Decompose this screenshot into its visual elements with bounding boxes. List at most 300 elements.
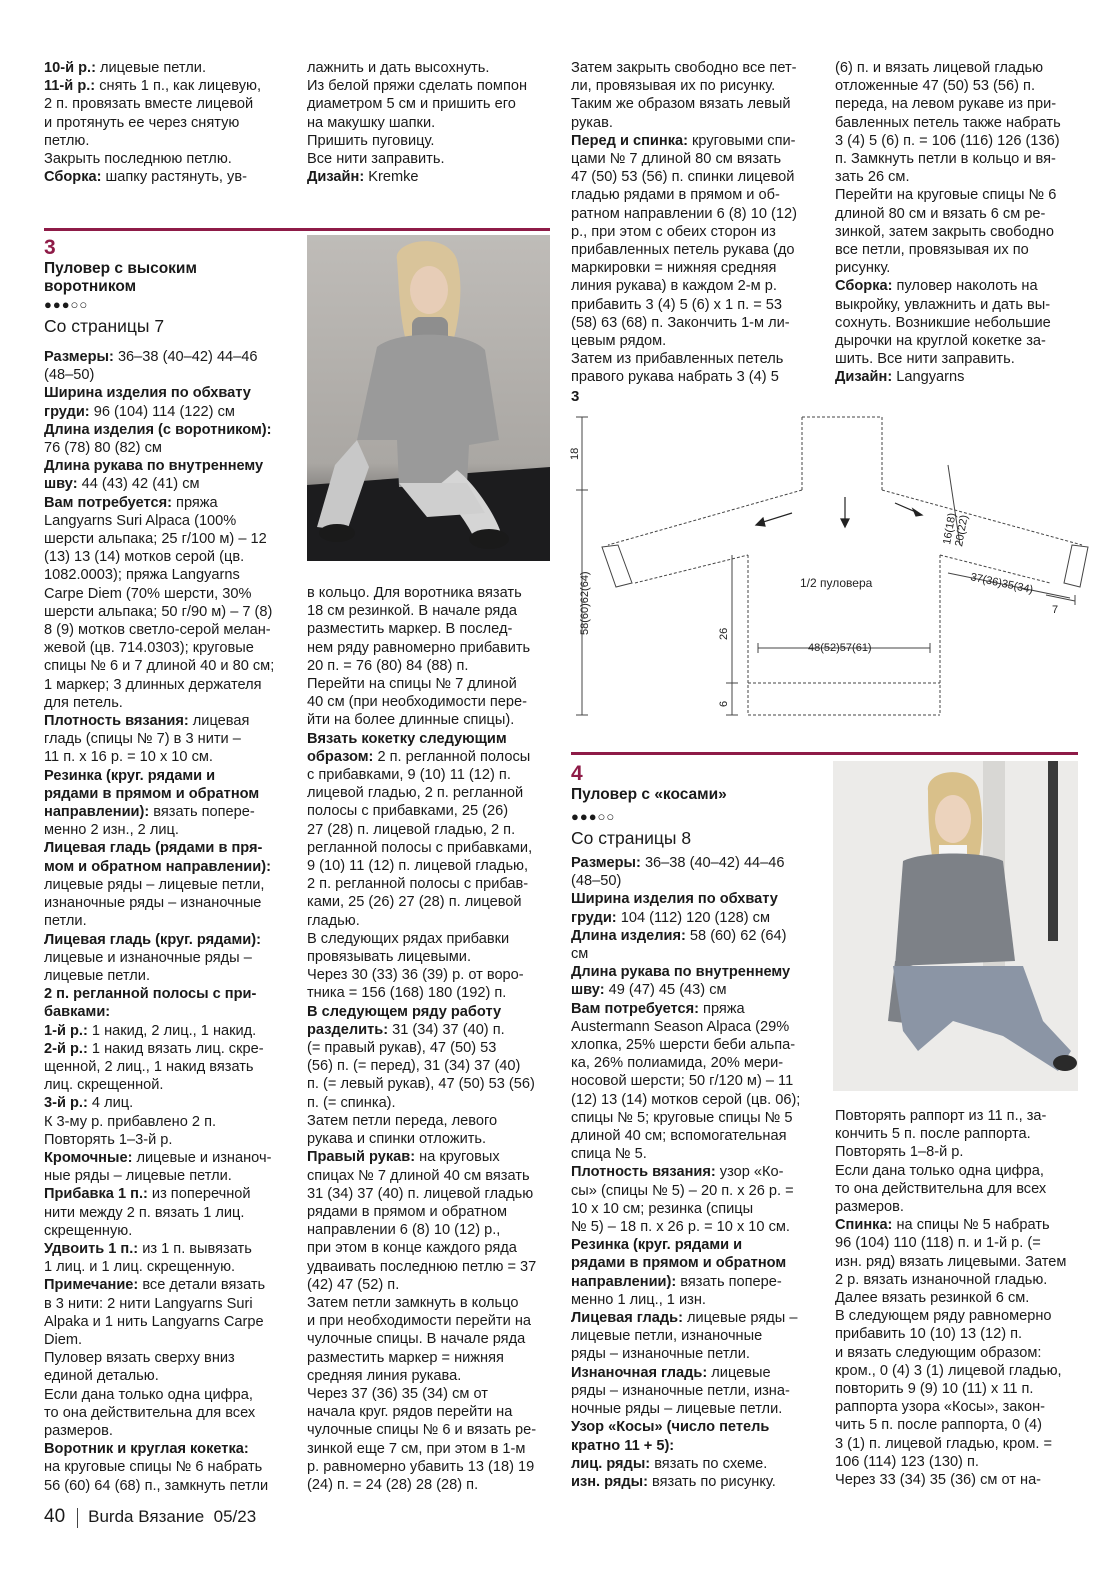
- text-line: [307, 857, 562, 875]
- line-text: на круговых: [415, 1149, 500, 1166]
- line-text: К 3-му р. прибавлено 2 п.: [44, 1113, 217, 1130]
- text-line: [571, 277, 821, 295]
- text-line: [307, 1203, 562, 1221]
- text-line: [835, 1271, 1090, 1289]
- text-line: [44, 1367, 299, 1385]
- line-text: ночные ряды – лицевые петли.: [571, 1401, 783, 1418]
- text-line: [307, 675, 562, 693]
- text-line: [571, 59, 821, 77]
- text-line: [835, 314, 1085, 332]
- bold-term: кратно 11 + 5):: [571, 1437, 675, 1454]
- line-text: 58 (60) 62 (64): [685, 927, 787, 944]
- text-line: [307, 1221, 562, 1239]
- text-line: [835, 1234, 1090, 1252]
- bold-term: Вязать кокетку следующим: [307, 730, 507, 747]
- line-text: 56 (60) 64 (68) п., замкнуть петли: [44, 1477, 269, 1494]
- line-text: на макушку шапки.: [307, 114, 436, 131]
- line-text: 47 (50) 53 (56) п. спинки лицевой: [571, 169, 795, 186]
- line-text: Пришить пуговицу.: [307, 132, 435, 149]
- line-text: ка, 26% полиамида, 20% мери-: [571, 1055, 784, 1072]
- text-line: [44, 421, 299, 439]
- text-line: [571, 1054, 826, 1072]
- text-line: [44, 1477, 299, 1495]
- line-text: спицы № 5; круговые спицы № 5: [571, 1109, 793, 1126]
- text-line: [571, 332, 821, 350]
- line-text: зинкой еще 7 см, при этом в 1-м: [307, 1440, 526, 1457]
- line-text: Повторять 1–3-й р.: [44, 1131, 173, 1148]
- bold-term: 11-й р.:: [44, 78, 96, 95]
- dim-raglan2: 20(22): [953, 514, 971, 548]
- bold-term: груди:: [571, 909, 617, 926]
- bold-term: Вам потребуется:: [571, 1000, 699, 1017]
- text-line: [571, 259, 821, 277]
- text-line: [835, 1216, 1090, 1234]
- line-text: отложенные 47 (50) 53 (56) п.: [835, 78, 1035, 95]
- text-line: [44, 1094, 299, 1112]
- text-line: [835, 1362, 1090, 1380]
- line-text: В следующих рядах прибавки: [307, 930, 510, 947]
- text-line: [307, 1057, 562, 1075]
- text-line: [307, 711, 562, 729]
- line-text: Alpaka и 1 нить Langyarns Carpe: [44, 1313, 264, 1330]
- text-line: [44, 1003, 299, 1021]
- text-line: [571, 1382, 826, 1400]
- text-line: [571, 1182, 826, 1200]
- line-text: чулочные спицы. В начале ряда: [307, 1331, 526, 1348]
- model-photo-grey-turtleneck: [307, 235, 550, 561]
- text-line: [835, 150, 1085, 168]
- line-text: пряжа: [698, 1000, 745, 1017]
- text-line: [44, 694, 299, 712]
- text-line: [307, 602, 562, 620]
- text-line: [835, 368, 1085, 386]
- line-text: Повторять 1–8-й р.: [835, 1144, 964, 1161]
- line-text: 104 (112) 120 (128) см: [616, 909, 771, 926]
- bold-term: Примечание:: [44, 1277, 139, 1294]
- text-line: [835, 1180, 1090, 1198]
- text-line: [835, 350, 1085, 368]
- line-text: лажнить и дать высохнуть.: [307, 60, 490, 76]
- line-text: лицевые и изнаночные ряды –: [44, 949, 252, 966]
- bold-term: 2 п. регланной полосы с при-: [44, 986, 257, 1003]
- line-text: пряжа: [171, 494, 218, 511]
- text-line: [571, 77, 821, 95]
- text-line: [571, 1327, 826, 1345]
- line-text: линия рукава) в каждом 2-м р.: [571, 278, 777, 295]
- text-line: [307, 132, 557, 150]
- difficulty-rating: ●●●○○: [44, 297, 89, 312]
- bold-term: Размеры:: [571, 855, 641, 871]
- line-text: 27 (28) п. лицевой гладью, 2 п.: [307, 821, 516, 838]
- line-text: 49 (47) 45 (43) см: [604, 982, 727, 999]
- line-text: 1 накид вязать лиц. скре-: [87, 1040, 264, 1057]
- text-line: [307, 1421, 562, 1439]
- line-text: спицах № 7 длиной 40 см вязать: [307, 1167, 530, 1184]
- line-text: то она действительна для всех: [835, 1180, 1047, 1197]
- line-text: ками, 25 (26) 27 (28) п. лицевой: [307, 894, 522, 911]
- page-reference: Со страницы 8: [571, 828, 692, 848]
- line-text: чулочные спицы № 6 и вязать ре-: [307, 1422, 537, 1439]
- text-line: [44, 985, 299, 1003]
- text-line: [44, 1131, 299, 1149]
- text-line: [307, 1003, 562, 1021]
- line-text: при этом в конце каждого ряда: [307, 1240, 517, 1257]
- text-line: [835, 1198, 1090, 1216]
- line-text: вязать попере-: [676, 1273, 782, 1290]
- text-line: [835, 1416, 1090, 1434]
- line-text: Через 37 (36) 35 (34) см от: [307, 1385, 488, 1402]
- line-text: нити между 2 п. вязать 1 лиц.: [44, 1204, 245, 1221]
- line-text: 1 лиц. и 1 лиц. скрещенную.: [44, 1259, 236, 1276]
- line-text: пуловер наколоть на: [892, 278, 1038, 295]
- line-text: дырочки на круглой кокетке за-: [835, 333, 1046, 350]
- line-text: хлопка, 25% шерсти беби альпа-: [571, 1037, 796, 1054]
- line-text: (= правый рукав), 47 (50) 53: [307, 1040, 497, 1057]
- text-line: [571, 1309, 826, 1327]
- diagram-center-label: 1/2 пуловера: [800, 576, 873, 590]
- text-line: [307, 1403, 562, 1421]
- bold-term: разделить:: [307, 1021, 389, 1038]
- line-text: (56) п. (= перед), 31 (34) 37 (40): [307, 1058, 521, 1075]
- bold-term: рядами в прямом и обратном: [44, 785, 260, 802]
- line-text: круговыми спи-: [687, 132, 796, 149]
- line-text: маркировки = нижняя средняя: [571, 260, 777, 277]
- text-line: [571, 241, 821, 259]
- line-text: (12) 13 (14) мотков серой (цв. 06);: [571, 1091, 801, 1108]
- line-text: чить 5 п. после раппорта, 0 (4): [835, 1417, 1042, 1434]
- line-text: кончить 5 п. после раппорта.: [835, 1126, 1031, 1143]
- line-text: длиной 40 см; вспомогательная: [571, 1128, 787, 1145]
- bold-term: Сборка:: [835, 278, 893, 295]
- line-text: лицевые ряды – лицевые петли,: [44, 876, 265, 893]
- text-line: [571, 368, 821, 386]
- line-text: Затем петли замкнуть в кольцо: [307, 1294, 519, 1311]
- line-text: из поперечной: [147, 1186, 251, 1203]
- line-text: на круговые спицы № 6 набрать: [44, 1459, 263, 1476]
- text-line: [44, 585, 299, 603]
- line-text: выкройку, увлажнить и дать вы-: [835, 296, 1051, 313]
- text-line: [44, 894, 299, 912]
- line-text: цевым рядом.: [571, 333, 667, 350]
- line-text: 2 р. вязать изнаночной гладью.: [835, 1271, 1048, 1288]
- line-text: 1 накид, 2 лиц., 1 накид.: [87, 1022, 257, 1039]
- line-text: вязать по схеме.: [650, 1455, 768, 1472]
- text-line: [307, 1094, 562, 1112]
- line-text: лицевой гладью, 2 п. регланной: [307, 785, 524, 802]
- text-line: [44, 730, 299, 748]
- line-text: Через 33 (34) 35 (36) см от на-: [835, 1472, 1042, 1489]
- text-line: [835, 223, 1085, 241]
- bold-term: направлении):: [571, 1273, 677, 1290]
- text-line: [44, 1222, 299, 1240]
- text-line: [44, 621, 299, 639]
- bold-term: образом:: [307, 748, 374, 765]
- pattern3-text-col2: [307, 584, 562, 1494]
- text-line: [307, 1367, 562, 1385]
- dim-width: 48(52)57(61): [808, 642, 872, 654]
- line-text: на спицы № 5 набрать: [892, 1217, 1050, 1234]
- line-text: скрещенную.: [44, 1222, 133, 1239]
- text-line: [571, 1437, 826, 1455]
- line-text: 1 маркер; 3 длинных держателя: [44, 676, 262, 693]
- text-line: [835, 296, 1085, 314]
- line-text: 10 х 10 см; резинка (спицы: [571, 1200, 754, 1217]
- line-text: единой деталью.: [44, 1368, 159, 1385]
- text-line: [571, 890, 826, 908]
- line-text: жевой (цв. 714.0303); круговые: [44, 640, 254, 657]
- text-line: [307, 839, 562, 857]
- issue-number: 05/23: [213, 1507, 257, 1526]
- text-line: [44, 1440, 299, 1458]
- bold-term: Спинка:: [835, 1217, 893, 1234]
- text-line: [835, 1471, 1090, 1489]
- text-line: [571, 927, 826, 945]
- text-line: [571, 1000, 826, 1018]
- line-text: 76 (78) 80 (82) см: [44, 440, 162, 457]
- line-text: р. равномерно убавить 13 (18) 19: [307, 1458, 535, 1475]
- text-line: [44, 839, 299, 857]
- line-text: шерсти альпака; 25 г/100 м) – 12: [44, 531, 267, 548]
- text-line: [44, 530, 299, 548]
- line-text: (58) 63 (68) п. Закончить 1-м ли-: [571, 314, 790, 331]
- text-line: [44, 1404, 299, 1422]
- text-line: [571, 1200, 826, 1218]
- dim-body: 26: [718, 627, 730, 640]
- line-text: менно 2 изн., 2 лиц.: [44, 822, 179, 839]
- bold-term: 10-й р.:: [44, 60, 96, 76]
- bold-term: Правый рукав:: [307, 1149, 416, 1166]
- text-line: [44, 457, 299, 475]
- line-text: Kremke: [364, 169, 419, 186]
- text-line: [571, 296, 821, 314]
- text-line: [44, 475, 299, 493]
- line-text: гладью.: [307, 912, 360, 929]
- dim-sleeve: 37(36)35(34): [969, 571, 1035, 597]
- bold-term: Резинка (круг. рядами и: [571, 1237, 743, 1254]
- text-line: [307, 912, 562, 930]
- line-text: ли, провязывая их по рисунку.: [571, 78, 776, 95]
- line-text: щенной, 2 лиц., 1 накид вязать: [44, 1058, 254, 1075]
- line-text: 2 п. регланной полосы с прибав-: [307, 876, 529, 893]
- text-line: [307, 1039, 562, 1057]
- section-number: 4: [571, 762, 583, 785]
- text-line: [44, 132, 294, 150]
- text-line: [307, 930, 562, 948]
- dim-raglan: 16(18): [941, 512, 959, 546]
- text-line: [44, 1185, 299, 1203]
- line-text: кром., 0 (4) 3 (1) лицевой гладью,: [835, 1362, 1062, 1379]
- line-text: 106 (114) 123 (130) п.: [835, 1453, 979, 1470]
- text-line: [571, 909, 826, 927]
- line-text: начала круг. рядов перейти на: [307, 1404, 513, 1421]
- bold-term: мом и обратном направлении):: [44, 858, 271, 875]
- text-line: [44, 1313, 299, 1331]
- line-text: см: [571, 946, 589, 963]
- text-line: [44, 676, 299, 694]
- text-line: [835, 1125, 1090, 1143]
- text-line: [571, 1236, 826, 1254]
- text-line: [44, 1113, 299, 1131]
- section4-header: [571, 762, 821, 852]
- line-text: в 3 нити: 2 нити Langyarns Suri: [44, 1295, 253, 1312]
- line-text: (6) п. и вязать лицевой гладью: [835, 60, 1044, 76]
- text-line: [44, 821, 299, 839]
- bold-term: Удвоить 1 п.:: [44, 1240, 139, 1257]
- line-text: Если дана только одна цифра,: [44, 1386, 253, 1403]
- text-line: [835, 186, 1085, 204]
- section-divider: [571, 752, 1078, 755]
- line-text: размеров.: [835, 1199, 904, 1216]
- line-text: направлении 6 (8) 10 (12) р.,: [307, 1222, 501, 1239]
- line-text: Затем петли переда, левого: [307, 1112, 498, 1129]
- line-text: и протянуть ее через снятую: [44, 114, 240, 131]
- text-line: [44, 712, 299, 730]
- text-line: [571, 1036, 826, 1054]
- bold-term: лиц. ряды:: [571, 1455, 651, 1472]
- line-text: шерсти альпака; 50 г/90 м) – 7 (8): [44, 603, 273, 620]
- text-line: [44, 1076, 299, 1094]
- line-text: ряды – изнаночные петли.: [571, 1346, 750, 1363]
- text-line: [571, 1473, 826, 1491]
- text-line: [44, 439, 299, 457]
- bold-term: рядами в прямом и обратном: [571, 1255, 787, 1272]
- footer-divider: [77, 1508, 78, 1528]
- line-text: гладью рядами в прямом и об-: [571, 187, 780, 204]
- text-line: [44, 1204, 299, 1222]
- page-number: 40: [44, 1506, 66, 1527]
- text-line: [571, 1345, 826, 1363]
- text-line: [307, 1440, 562, 1458]
- text-line: [835, 1107, 1090, 1125]
- text-line: [571, 205, 821, 223]
- line-text: рисунку.: [835, 260, 891, 277]
- bold-term: Сборка:: [44, 169, 102, 186]
- bold-term: Перед и спинка:: [571, 132, 688, 149]
- bold-term: бавками:: [44, 1004, 111, 1021]
- pattern4-text-col3: [571, 854, 826, 1491]
- line-text: 2 п. регланной полосы: [373, 748, 531, 765]
- line-text: снять 1 п., как лицевую,: [95, 78, 262, 95]
- text-line: [835, 59, 1085, 77]
- text-line: [44, 384, 299, 402]
- bold-term: Плотность вязания:: [571, 1164, 716, 1181]
- text-line: [835, 95, 1085, 113]
- text-line: [44, 603, 299, 621]
- line-text: с прибавками, 9 (10) 11 (12) п.: [307, 767, 511, 784]
- text-line: [571, 1273, 826, 1291]
- text-line: [44, 931, 299, 949]
- text-line: [44, 548, 299, 566]
- text-line: [44, 639, 299, 657]
- line-text: Далее вязать резинкой 6 см.: [835, 1290, 1030, 1307]
- text-line: [44, 95, 294, 113]
- line-text: бавленных петель также набрать: [835, 114, 1061, 131]
- bold-term: Прибавка 1 п.:: [44, 1186, 148, 1203]
- line-text: нем ряду равномерно прибавить: [307, 639, 531, 656]
- line-text: шить. Все нити заправить.: [835, 351, 1015, 368]
- bold-term: Вам потребуется:: [44, 494, 172, 511]
- line-text: Таким же образом вязать левый: [571, 96, 791, 113]
- text-line: [44, 803, 299, 821]
- text-line: [571, 1218, 826, 1236]
- text-line: [44, 494, 299, 512]
- text-line: [44, 657, 299, 675]
- bold-term: Длина рукава по внутреннему: [571, 964, 791, 981]
- line-text: Austermann Season Alpaca (29%: [571, 1018, 790, 1035]
- line-text: п. Замкнуть петли в кольцо и вя-: [835, 151, 1056, 168]
- bold-term: Длина рукава по внутреннему: [44, 458, 264, 475]
- text-line: [44, 1240, 299, 1258]
- text-line: [571, 314, 821, 332]
- bold-term: 3-й р.:: [44, 1095, 88, 1112]
- line-text: Langyarns: [892, 369, 965, 386]
- line-text: изн. ряд) вязать лицевыми. Затем: [835, 1253, 1067, 1270]
- col1-top-text: [44, 59, 294, 186]
- text-line: [571, 223, 821, 241]
- text-line: [307, 730, 562, 748]
- page-reference: Со страницы 7: [44, 316, 165, 336]
- text-line: [307, 59, 557, 77]
- text-line: [307, 1185, 562, 1203]
- bold-term: направлении):: [44, 804, 150, 821]
- bold-term: Плотность вязания:: [44, 713, 189, 730]
- text-line: [44, 168, 294, 186]
- bold-term: Ширина изделия по обхвату: [44, 385, 251, 402]
- dim-cuff: 7: [1052, 604, 1059, 616]
- text-line: [44, 403, 299, 421]
- line-text: п. (= левый рукав), 47 (50) 53 (56): [307, 1076, 535, 1093]
- text-line: [307, 168, 557, 186]
- text-line: [571, 168, 821, 186]
- line-text: то она действительна для всех: [44, 1404, 256, 1421]
- line-text: длиной 80 см и вязать 6 см ре-: [835, 205, 1046, 222]
- text-line: [835, 1380, 1090, 1398]
- text-line: [571, 872, 826, 890]
- col2-top-text: [307, 59, 557, 186]
- line-text: 9 (10) 11 (12) п. лицевой гладью,: [307, 858, 529, 875]
- text-line: [44, 1058, 299, 1076]
- bold-term: шву:: [44, 476, 78, 493]
- line-text: (42) 47 (52) п.: [307, 1276, 400, 1293]
- line-text: Перейти на круговые спицы № 6: [835, 187, 1057, 204]
- bold-term: Длина изделия (с воротником):: [44, 421, 272, 438]
- bold-term: Кромочные:: [44, 1149, 133, 1166]
- line-text: Все нити заправить.: [307, 151, 445, 168]
- pattern4-text-col4: [835, 1107, 1090, 1489]
- line-text: (48–50): [571, 873, 622, 890]
- line-text: лицевые и изнаноч-: [132, 1149, 272, 1166]
- text-line: [835, 205, 1085, 223]
- bold-term: 2-й р.:: [44, 1040, 88, 1057]
- text-line: [571, 114, 821, 132]
- line-text: петлю.: [44, 132, 90, 149]
- line-text: полосы с прибавками, 25 (26): [307, 803, 509, 820]
- line-text: 20 п. = 76 (80) 84 (88) п.: [307, 657, 469, 674]
- section-title: воротником: [44, 278, 137, 295]
- text-line: [571, 1364, 826, 1382]
- line-text: 36–38 (40–42) 44–46: [640, 855, 785, 871]
- text-line: [44, 348, 299, 366]
- line-text: 36–38 (40–42) 44–46: [113, 349, 258, 365]
- bold-term: шву:: [571, 982, 605, 999]
- text-line: [44, 77, 294, 95]
- line-text: петли.: [44, 913, 87, 930]
- line-text: провязывать лицевыми.: [307, 949, 471, 966]
- dim-height: 58(60)62(64): [579, 571, 591, 635]
- line-text: Langyarns Suri Alpaca (100%: [44, 512, 237, 529]
- text-line: [571, 1091, 826, 1109]
- line-text: лицевые петли.: [44, 967, 151, 984]
